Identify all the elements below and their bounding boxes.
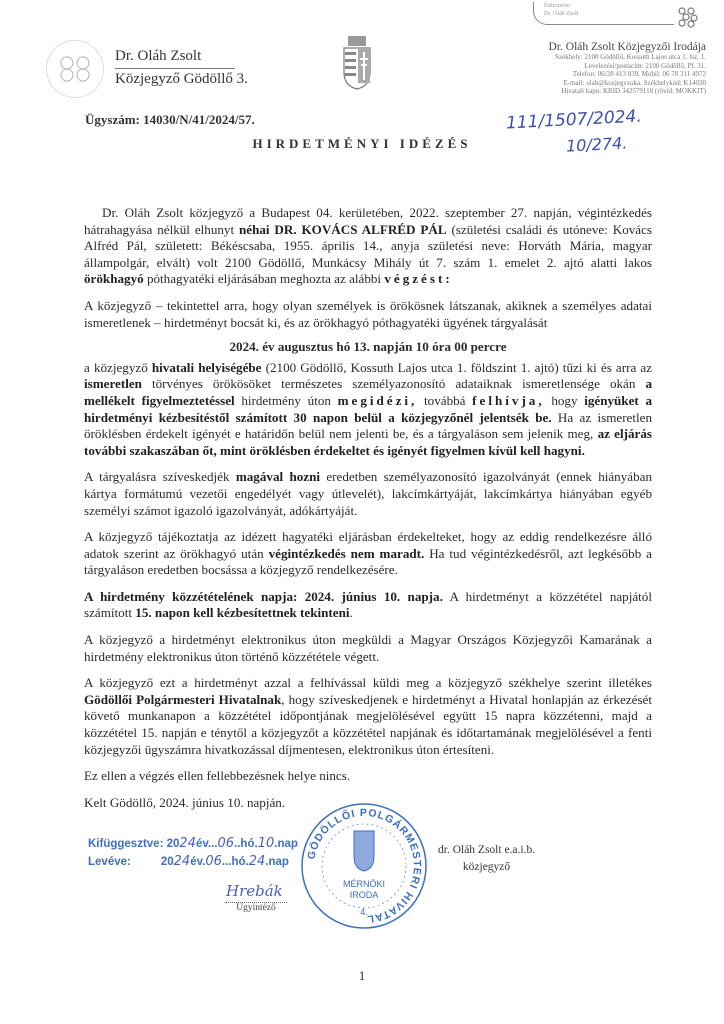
received-stamp-label: Érkeztetve: (544, 3, 572, 9)
signer-role: közjegyző (462, 861, 511, 873)
stamp-center-line1: MÉRNÖKI (342, 879, 386, 889)
emphasized-text: magával hozni (235, 469, 321, 485)
paragraph-text: továbbá (417, 392, 473, 408)
office-address: Székhely: 2100 Gödöllő, Kossuth Lajos utca 1. fsz. 1. (555, 53, 706, 61)
paragraph-text: hogy (544, 392, 585, 408)
paragraph-text: a közjegyző (84, 359, 152, 375)
emphasized-text: a mellékelt figyelmeztetéssel (84, 376, 652, 408)
body-paragraph (84, 589, 652, 622)
paragraph-text: . (349, 605, 353, 621)
emphasized-text: A hirdetmény közzétételének napja: 2024. június 10. napja. (84, 588, 443, 604)
emphasized-text: megidézi, (337, 392, 418, 408)
emphasized-text: felhívja, (472, 392, 545, 408)
received-stamp (533, 2, 674, 25)
body-paragraph (84, 205, 652, 288)
year-unit: év (195, 838, 208, 850)
mayor-office-round-stamp (299, 801, 429, 931)
body-paragraph (84, 768, 652, 785)
emphasized-text: végzést: (384, 271, 453, 287)
paragraph-text: eredetben személyazonosító igazolványát (ennek hiányában kártya formátumú vezetői engedélyét vagy útlevelét), lakcímkártyáját, lakcímkártya hiányában egyéb személyi számot igazoló igazolványát, adókártyáját. (84, 469, 652, 518)
notary-name: Dr. Oláh Zsolt (115, 48, 202, 64)
body-paragraph (84, 632, 652, 665)
notary-title: Közjegyző Gödöllő 3. (115, 71, 248, 87)
body-paragraph (84, 360, 652, 460)
posted-month: 06 (217, 836, 235, 851)
emphasized-text: 15. napon kell kézbesítettnek tekinteni (135, 605, 350, 621)
body-paragraph (84, 469, 652, 519)
paragraph-text: Dr. Oláh Zsolt közjegyző a Budapest 04. kerületében, 2022. szeptember 27. napján, végintézkedés hátrahagyása nélkül elhunyt (84, 205, 652, 237)
paragraph-text: , hogy szíveskedjenek e hirdetményt a Hivatal honlapján az érkezését követő munkanapon a közzététel időpontjának megjelölésével együtt 15 napra közzétenni, majd a közzététel 15. napján e ténytől a közjegyzőt a közzététel napjának és időtartamának megjelölésével a fenti közjegyzői ügyszámra hivatkozással díjmentesen, elektronikus úton értesíteni. (84, 691, 652, 757)
body-paragraph (84, 675, 652, 758)
signer-block (438, 842, 535, 876)
handwritten-subnumber: 10/274. (565, 133, 628, 156)
body-paragraph (84, 529, 652, 579)
body-paragraph (84, 298, 652, 331)
office-letterhead (456, 41, 706, 96)
document-title: HIRDETMÉNYI IDÉZÉS (252, 136, 472, 151)
emphasized-text: örökhagyó (84, 271, 144, 287)
removed-year: 24 (173, 854, 191, 869)
month-unit: hó (231, 856, 246, 868)
emphasized-text: ismeretlen (84, 376, 142, 392)
emphasized-text: végintézkedés nem maradt. (268, 545, 425, 561)
emphasized-text: igényüket a hirdetményi kézbesítéstől számított 30 napon belül a közjegyzőnél jelentsék be. (84, 392, 652, 425)
clerk-label: Ügyintéző (225, 902, 287, 913)
emphasized-text: az eljárás további szakaszában őt, mint öröklésben érdekeltet és igényét figyelmen kívül kell hagyni. (84, 426, 652, 458)
posted-year: 24 (179, 836, 196, 851)
handwritten-registry-number: 111/1507/2024. (505, 106, 643, 134)
office-phone: Telefon: 06/28 413 039, Mobil: 06 70 311 4972 (572, 70, 706, 79)
removed-label: Levéve: (88, 856, 131, 868)
posting-stamp (88, 835, 298, 871)
emphasized-text: Gödöllői Polgármesteri Hivatalnak (84, 691, 282, 707)
hungarian-coat-of-arms-icon (340, 32, 374, 90)
day-unit: nap (268, 856, 289, 868)
paragraph-text: A tárgyalásra szíveskedjék (84, 469, 236, 485)
paragraph-text: Kelt Gödöllő, 2024. június 10. napján. (84, 794, 286, 810)
month-unit: hó (240, 838, 255, 850)
day-unit: nap (277, 838, 298, 850)
notary-seal-icon (46, 40, 104, 98)
clerk-signature: Hrebák (226, 882, 283, 900)
office-gateway: Hivatali kapu: KRID 342579118 (rövid: MOKKIT) (561, 87, 706, 96)
paragraph-text: hirdetmény úton (234, 392, 338, 408)
posted-label: Kifüggesztve: 20 (88, 838, 180, 850)
paragraph-text: A közjegyző a hirdetményt elektronikus úton megküldi a Magyar Országos Közjegyzői Kamarának a hirdetmény elektronikus úton történő közzététele végett. (84, 632, 652, 664)
stamp-center-line2: IRODA (349, 890, 379, 900)
paragraph-text: A közjegyző tájékoztatja az idézett hagyatéki eljárásban érdekelteket, hogy az eddig rendelkezésre álló adatok szerint az örökhagyó után (84, 529, 652, 561)
stamp-ring-text: GÖDÖLLŐI POLGÁRMESTERI HIVATAL (305, 806, 424, 926)
paragraph-text: (születési családi és utóneve: Kovács Alfréd Pál, született: Békéscsaba, 1955. április 14., anyja születési neve: Horváth Mária, magyar állampolgár, elvált) volt 2100 Gödöllő, Munkácsy Mihály út 7. szám 1. emelet 2. ajtó alatti lakos (84, 221, 653, 270)
paragraph-text: A közjegyző – tekintettel arra, hogy olyan személyek is örökösnek látszanak, akiknek a személyes adatai ismeretlenek – hirdetményt bocsát ki, és az örökhagyó póthagyatéki ügyének tárgyalását (84, 297, 652, 330)
paragraph-text: Ez ellen a végzés ellen fellebbezésnek helye nincs. (84, 768, 351, 784)
paragraph-text: 2024. év augusztus hó 13. napján 10 óra 00 percre (229, 339, 507, 355)
removed-month: 06 (205, 854, 222, 869)
paragraph-text: (2100 Gödöllő, Kossuth Lajos utca 1. földszint 1. ajtó) tűzi ki és arra az (261, 359, 653, 375)
removed-prefix: 20 (160, 856, 174, 868)
posted-row: Kifüggesztve: 2024év...06..hó.10.nap (88, 836, 298, 851)
office-title: Dr. Oláh Zsolt Közjegyzői Irodája (548, 41, 706, 53)
page-number: 1 (358, 968, 366, 983)
signer-name: dr. Oláh Zsolt e.a.i.b. (438, 844, 536, 856)
posted-day: 10 (257, 836, 275, 851)
removed-day: 24 (248, 854, 266, 869)
paragraph-text: törvényes örökösöket természetes személyazonosító adataiknak ismeretlensége okán (141, 376, 646, 392)
paragraph-text: Ha tud végintézkedésről, azt legkésőbb a tárgyaláson eredetben bocsássa a közjegyző rendelkezésére. (84, 545, 652, 578)
paragraph-text: póthagyatéki eljárásában meghozta az alábbi (143, 271, 385, 287)
emphasized-text: hivatali helyiségébe (151, 359, 262, 375)
removed-row: Levéve: 2024év.06...hó.24.nap (88, 854, 289, 869)
registry-mark-icon (676, 6, 700, 28)
stamp-number: 4. (360, 907, 368, 917)
office-postal: Levelezési/postacím: 2100 Gödöllő, Pf. 31. (584, 61, 706, 70)
received-stamp-name: Dr. Oláh Zsolt (544, 11, 579, 17)
office-email: E-mail: olah@kozjegyzoka, Székhelykód: K14030 (563, 78, 706, 87)
case-number: Ügyszám: 14030/N/41/2024/57. (85, 112, 255, 127)
paragraph-text: A közjegyző ezt a hirdetményt azzal a felhívással küldi meg a közjegyző székhelye szerint illetékes (84, 675, 652, 691)
paragraph-text: Ha az ismeretlen öröklésben érdekelt igényét e határidőn belül nem jelenti be, és a tárgyaláson sem jelenik meg, (84, 409, 652, 442)
body-paragraph (84, 339, 652, 356)
year-unit: év (190, 856, 203, 868)
document-body (84, 205, 652, 821)
paragraph-text: A hirdetményt a közzététel napjától számított (84, 588, 652, 621)
emphasized-text: néhai DR. KOVÁCS ALFRÉD PÁL (238, 221, 447, 237)
header-divider (115, 68, 235, 69)
